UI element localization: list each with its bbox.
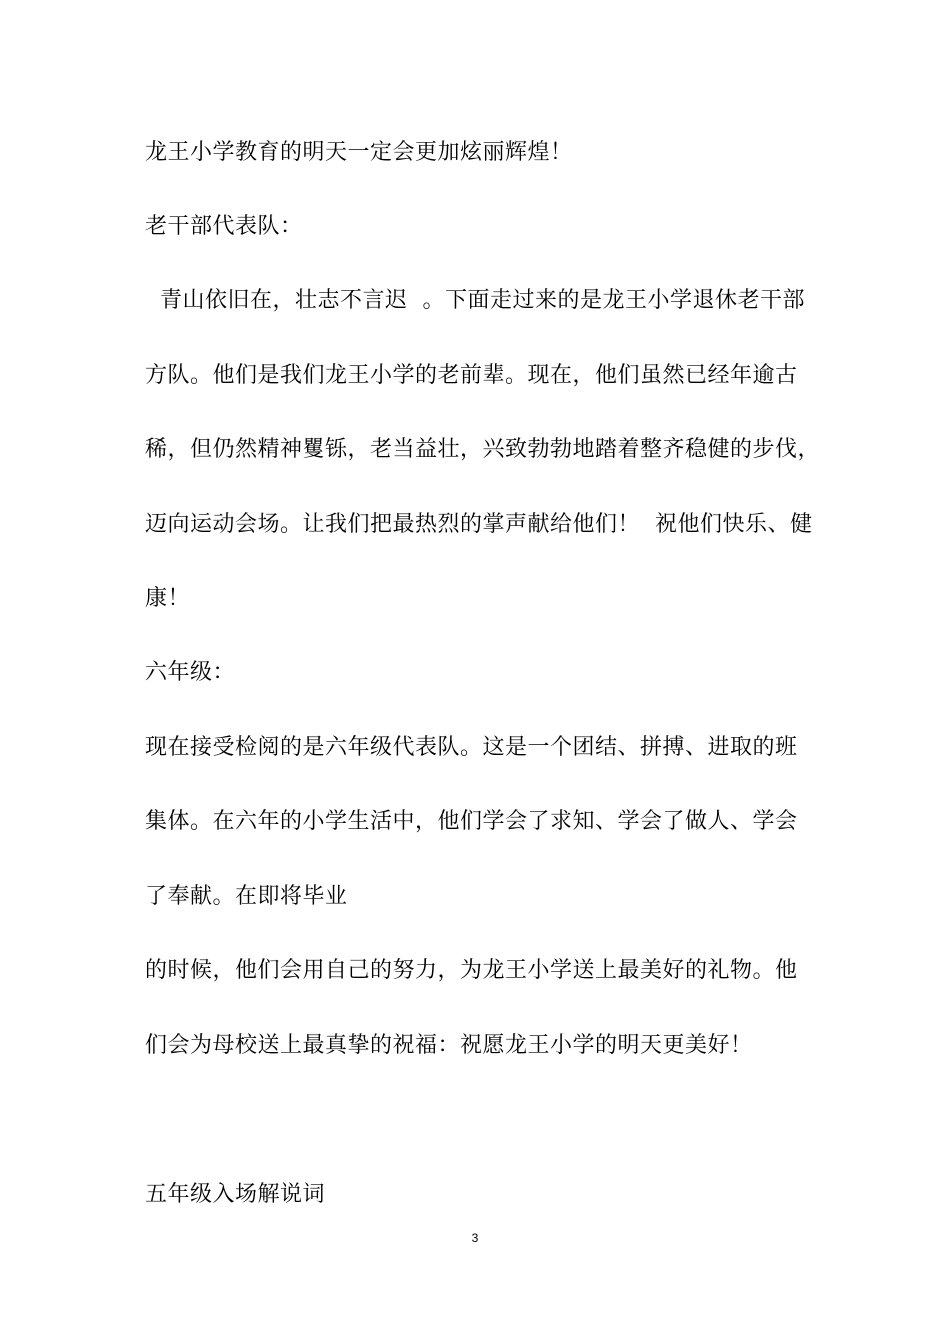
text-line-10: 集体。在六年的小学生活中，他们学会了求知、学会了做人、学会 xyxy=(145,809,798,834)
text-line-12: 的时候，他们会用自己的努力，为龙王小学送上最美好的礼物。他 xyxy=(145,958,798,983)
section-heading-grade-five: 五年级入场解说词 xyxy=(145,1182,326,1207)
text-line-5: 稀，但仍然精神矍铄，老当益壮，兴致勃勃地踏着整齐稳健的步伐， xyxy=(145,437,821,462)
text-line-6: 迈向运动会场。让我们把最热烈的掌声献给他们！ 祝他们快乐、健 xyxy=(145,512,813,537)
page-number: 3 xyxy=(471,1231,479,1245)
text-line-7: 康！ xyxy=(145,586,191,611)
text-line-3: 青山依旧在，壮志不言迟 。下面走过来的是龙王小学退休老干部 xyxy=(145,288,805,313)
text-line-9: 现在接受检阅的是六年级代表队。这是一个团结、拼搏、进取的班 xyxy=(145,735,798,760)
section-heading-grade-six: 六年级： xyxy=(145,660,236,685)
text-line-11: 了奉献。在即将毕业 xyxy=(145,884,348,909)
text-line-1: 龙王小学教育的明天一定会更加炫丽辉煌！ xyxy=(145,140,573,165)
text-line-4: 方队。他们是我们龙王小学的老前辈。现在，他们虽然已经年逾古 xyxy=(145,363,798,388)
section-heading-veteran-cadres: 老干部代表队： xyxy=(145,214,303,239)
text-line-13: 们会为母校送上最真挚的祝福：祝愿龙王小学的明天更美好！ xyxy=(145,1033,753,1058)
